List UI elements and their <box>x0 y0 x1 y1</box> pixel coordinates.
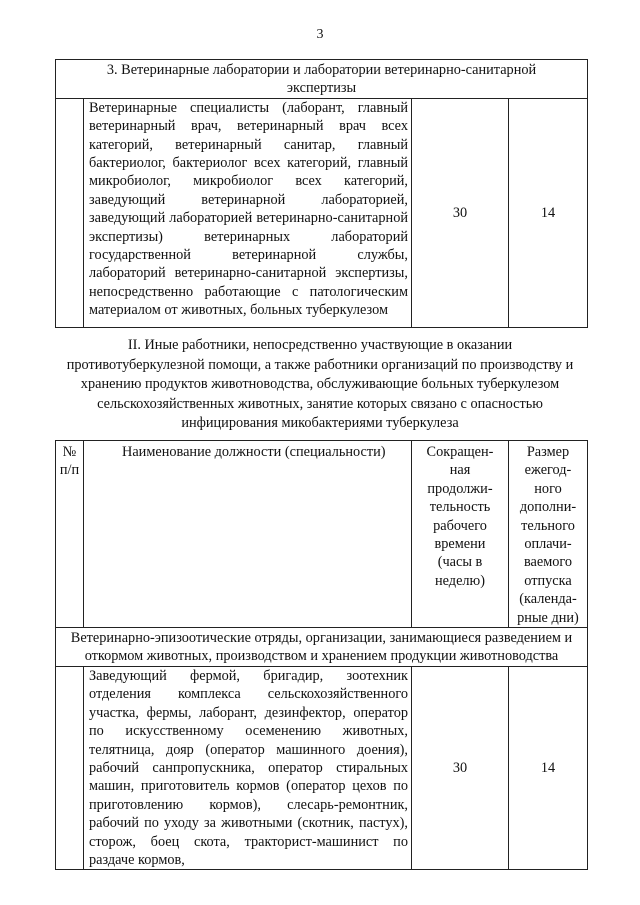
header-leave-line: ного <box>534 480 562 497</box>
header-number-line: п/п <box>59 462 80 479</box>
header-leave-line: ваемого <box>523 554 573 571</box>
position-description: Заведующий фермой, бригадир, зоотехник отделения комплекса сельскохозяйственного участка, фермы, лаборант, дезинфектор, оператор по искусственному осеменению животных, телятница, дояр (оператор машинного доения), рабочий санпропускника, оператор стиральных машин, приготовитель кормов (оператор цехов по приготовлению кормов), слесарь-ремонтник, рабочий по уходу за животными (скотник, пастух), сторож, боец скота, тракторист-машинист по раздаче кормов, <box>84 666 412 869</box>
header-hours-line: Сокращен- <box>426 444 494 460</box>
header-number-line: № <box>62 444 77 460</box>
section-title <box>56 628 588 667</box>
header-leave <box>509 441 588 628</box>
leave-value: 14 <box>509 98 588 327</box>
table-header-row <box>56 441 588 628</box>
header-hours-line: (часы в <box>437 554 483 571</box>
header-hours-line: времени <box>434 536 486 553</box>
position-description: Ветеринарные специалисты (лаборант, главный ветеринарный врач, ветеринарный врач всех категорий, ветеринарный санитар, главный бактериолог, бактериолог всех категорий, главный микробиолог, микробиолог всех категорий, заведующий ветеринарной лабораторией, заведующий лабораторией ветеринарно-санитарной экспертизы) ветеринарных лабораторий государственной ветеринарной службы, лабораторий ветеринарно-санитарной экспертизы, непосредственно работающие с патологическим материалом от животных, больных туберкулезом <box>84 98 412 327</box>
header-number <box>56 441 84 628</box>
header-leave-line: Размер <box>526 444 570 460</box>
table-row <box>56 98 588 327</box>
header-leave-line: оплачи- <box>524 536 572 553</box>
table-veterinary-labs <box>55 59 588 328</box>
table-section-row <box>56 628 588 667</box>
header-hours-line: продолжи- <box>427 480 493 497</box>
hours-value: 30 <box>412 98 509 327</box>
header-hours-line: ная <box>449 462 471 479</box>
section-heading-line: инфицирования микобактериями туберкулеза <box>181 415 459 431</box>
section-heading <box>40 336 600 434</box>
section-title-line: экспертизы <box>286 80 357 97</box>
section-heading-line: сельскохозяйственных животных, занятие которых связано с опасностью <box>97 395 543 412</box>
section-title-line: Ветеринарно-эпизоотические отряды, организации, занимающиеся разведением и <box>70 630 573 647</box>
header-leave-line: дополни- <box>519 499 577 516</box>
header-hours-line: рабочего <box>433 517 487 534</box>
leave-value: 14 <box>509 666 588 869</box>
table-other-workers <box>55 440 588 870</box>
section-title <box>56 60 588 99</box>
section-heading-line: противотуберкулезной помощи, а также работники организаций по производству и <box>66 356 574 373</box>
header-hours-line: тельность <box>429 499 491 516</box>
header-hours <box>412 441 509 628</box>
header-leave-line: ежегод- <box>524 462 572 479</box>
header-leave-line: тельного <box>521 517 575 534</box>
header-position: Наименование должности (специальности) <box>84 441 412 628</box>
header-leave-line: (календа- <box>519 591 577 608</box>
table-section-row <box>56 60 588 99</box>
hours-value: 30 <box>412 666 509 869</box>
section-heading-line: хранению продуктов животноводства, обслуживающие больных туберкулезом <box>80 376 560 392</box>
header-leave-line: отпуска <box>524 572 572 589</box>
row-number-cell <box>56 98 84 327</box>
section-title-line: откормом животных, производством и хранением продукции животноводства <box>84 648 559 665</box>
header-hours-line: неделю) <box>434 572 485 589</box>
section-heading-line: II. Иные работники, непосредственно участвующие в оказании <box>127 337 513 353</box>
section-title-line: 3. Ветеринарные лаборатории и лаборатории ветеринарно-санитарной <box>106 62 537 78</box>
header-leave-line: рные дни) <box>517 609 579 626</box>
row-number-cell <box>56 666 84 869</box>
table-row <box>56 666 588 869</box>
page-number: 3 <box>316 27 324 42</box>
